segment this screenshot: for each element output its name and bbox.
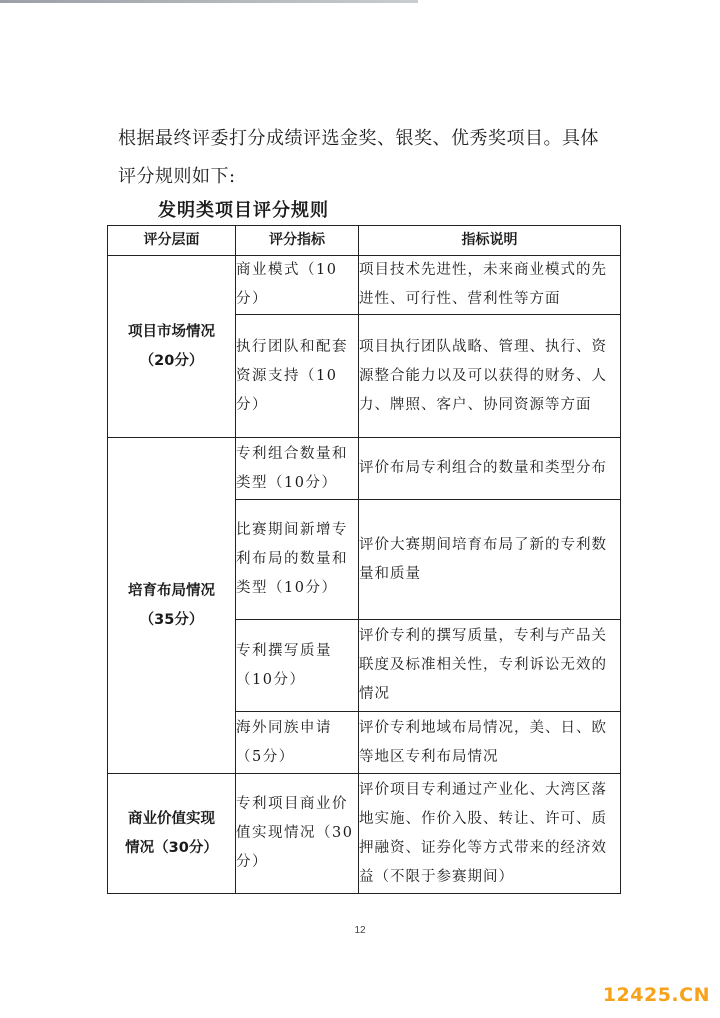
table-row <box>108 774 621 894</box>
table-row <box>108 438 621 500</box>
site-watermark: 12425.CN <box>602 984 710 1006</box>
description-cell: 评价专利的撰写质量，专利与产品关联度及标准相关性，专利诉讼无效的情况 <box>359 620 621 712</box>
description-cell: 评价项目专利通过产业化、大湾区落地实施、作价入股、转让、许可、质押融资、证券化等方式带来的经济效益（不限于参赛期间） <box>359 774 621 894</box>
indicator-cell: 比赛期间新增专利布局的数量和类型（10分） <box>236 500 359 620</box>
header-indicator: 评分指标 <box>236 226 359 256</box>
description-cell: 项目执行团队战略、管理、执行、资源整合能力以及可以获得的财务、人力、牌照、客户、协同资源等方面 <box>359 315 621 438</box>
indicator-cell: 商业模式（10分） <box>236 256 359 315</box>
indicator-cell: 专利组合数量和类型（10分） <box>236 438 359 500</box>
page-number: 12 <box>354 925 366 936</box>
indicator-cell: 海外同族申请（5分） <box>236 712 359 774</box>
description-cell: 评价大赛期间培育布局了新的专利数量和质量 <box>359 500 621 620</box>
category-points: （35分） <box>139 611 204 628</box>
scoring-rules-table <box>107 225 621 894</box>
intro-paragraph: 根据最终评委打分成绩评选金奖、银奖、优秀奖项目。具体评分规则如下: <box>118 128 599 187</box>
indicator-cell: 执行团队和配套资源支持（10分） <box>236 315 359 438</box>
table-header-row <box>108 226 621 256</box>
header-level: 评分层面 <box>108 226 236 256</box>
category-cell <box>108 774 236 894</box>
category-name: 培育布局情况 <box>128 582 215 599</box>
top-rule <box>0 0 418 3</box>
category-name: 商业价值实现 <box>128 810 215 827</box>
indicator-cell: 专利撰写质量（10分） <box>236 620 359 712</box>
description-cell: 评价专利地域布局情况，美、日、欧等地区专利布局情况 <box>359 712 621 774</box>
indicator-cell: 专利项目商业价值实现情况（30分） <box>236 774 359 894</box>
table-title: 发明类项目评分规则 <box>158 200 329 221</box>
category-cell <box>108 438 236 774</box>
header-description: 指标说明 <box>359 226 621 256</box>
category-cell <box>108 256 236 438</box>
category-points: （20分） <box>139 352 204 369</box>
category-name: 项目市场情况 <box>128 323 215 340</box>
table-row <box>108 256 621 315</box>
category-points: 情况（30分） <box>125 839 218 856</box>
description-cell: 项目技术先进性，未来商业模式的先进性、可行性、营利性等方面 <box>359 256 621 315</box>
description-cell: 评价布局专利组合的数量和类型分布 <box>359 438 621 500</box>
